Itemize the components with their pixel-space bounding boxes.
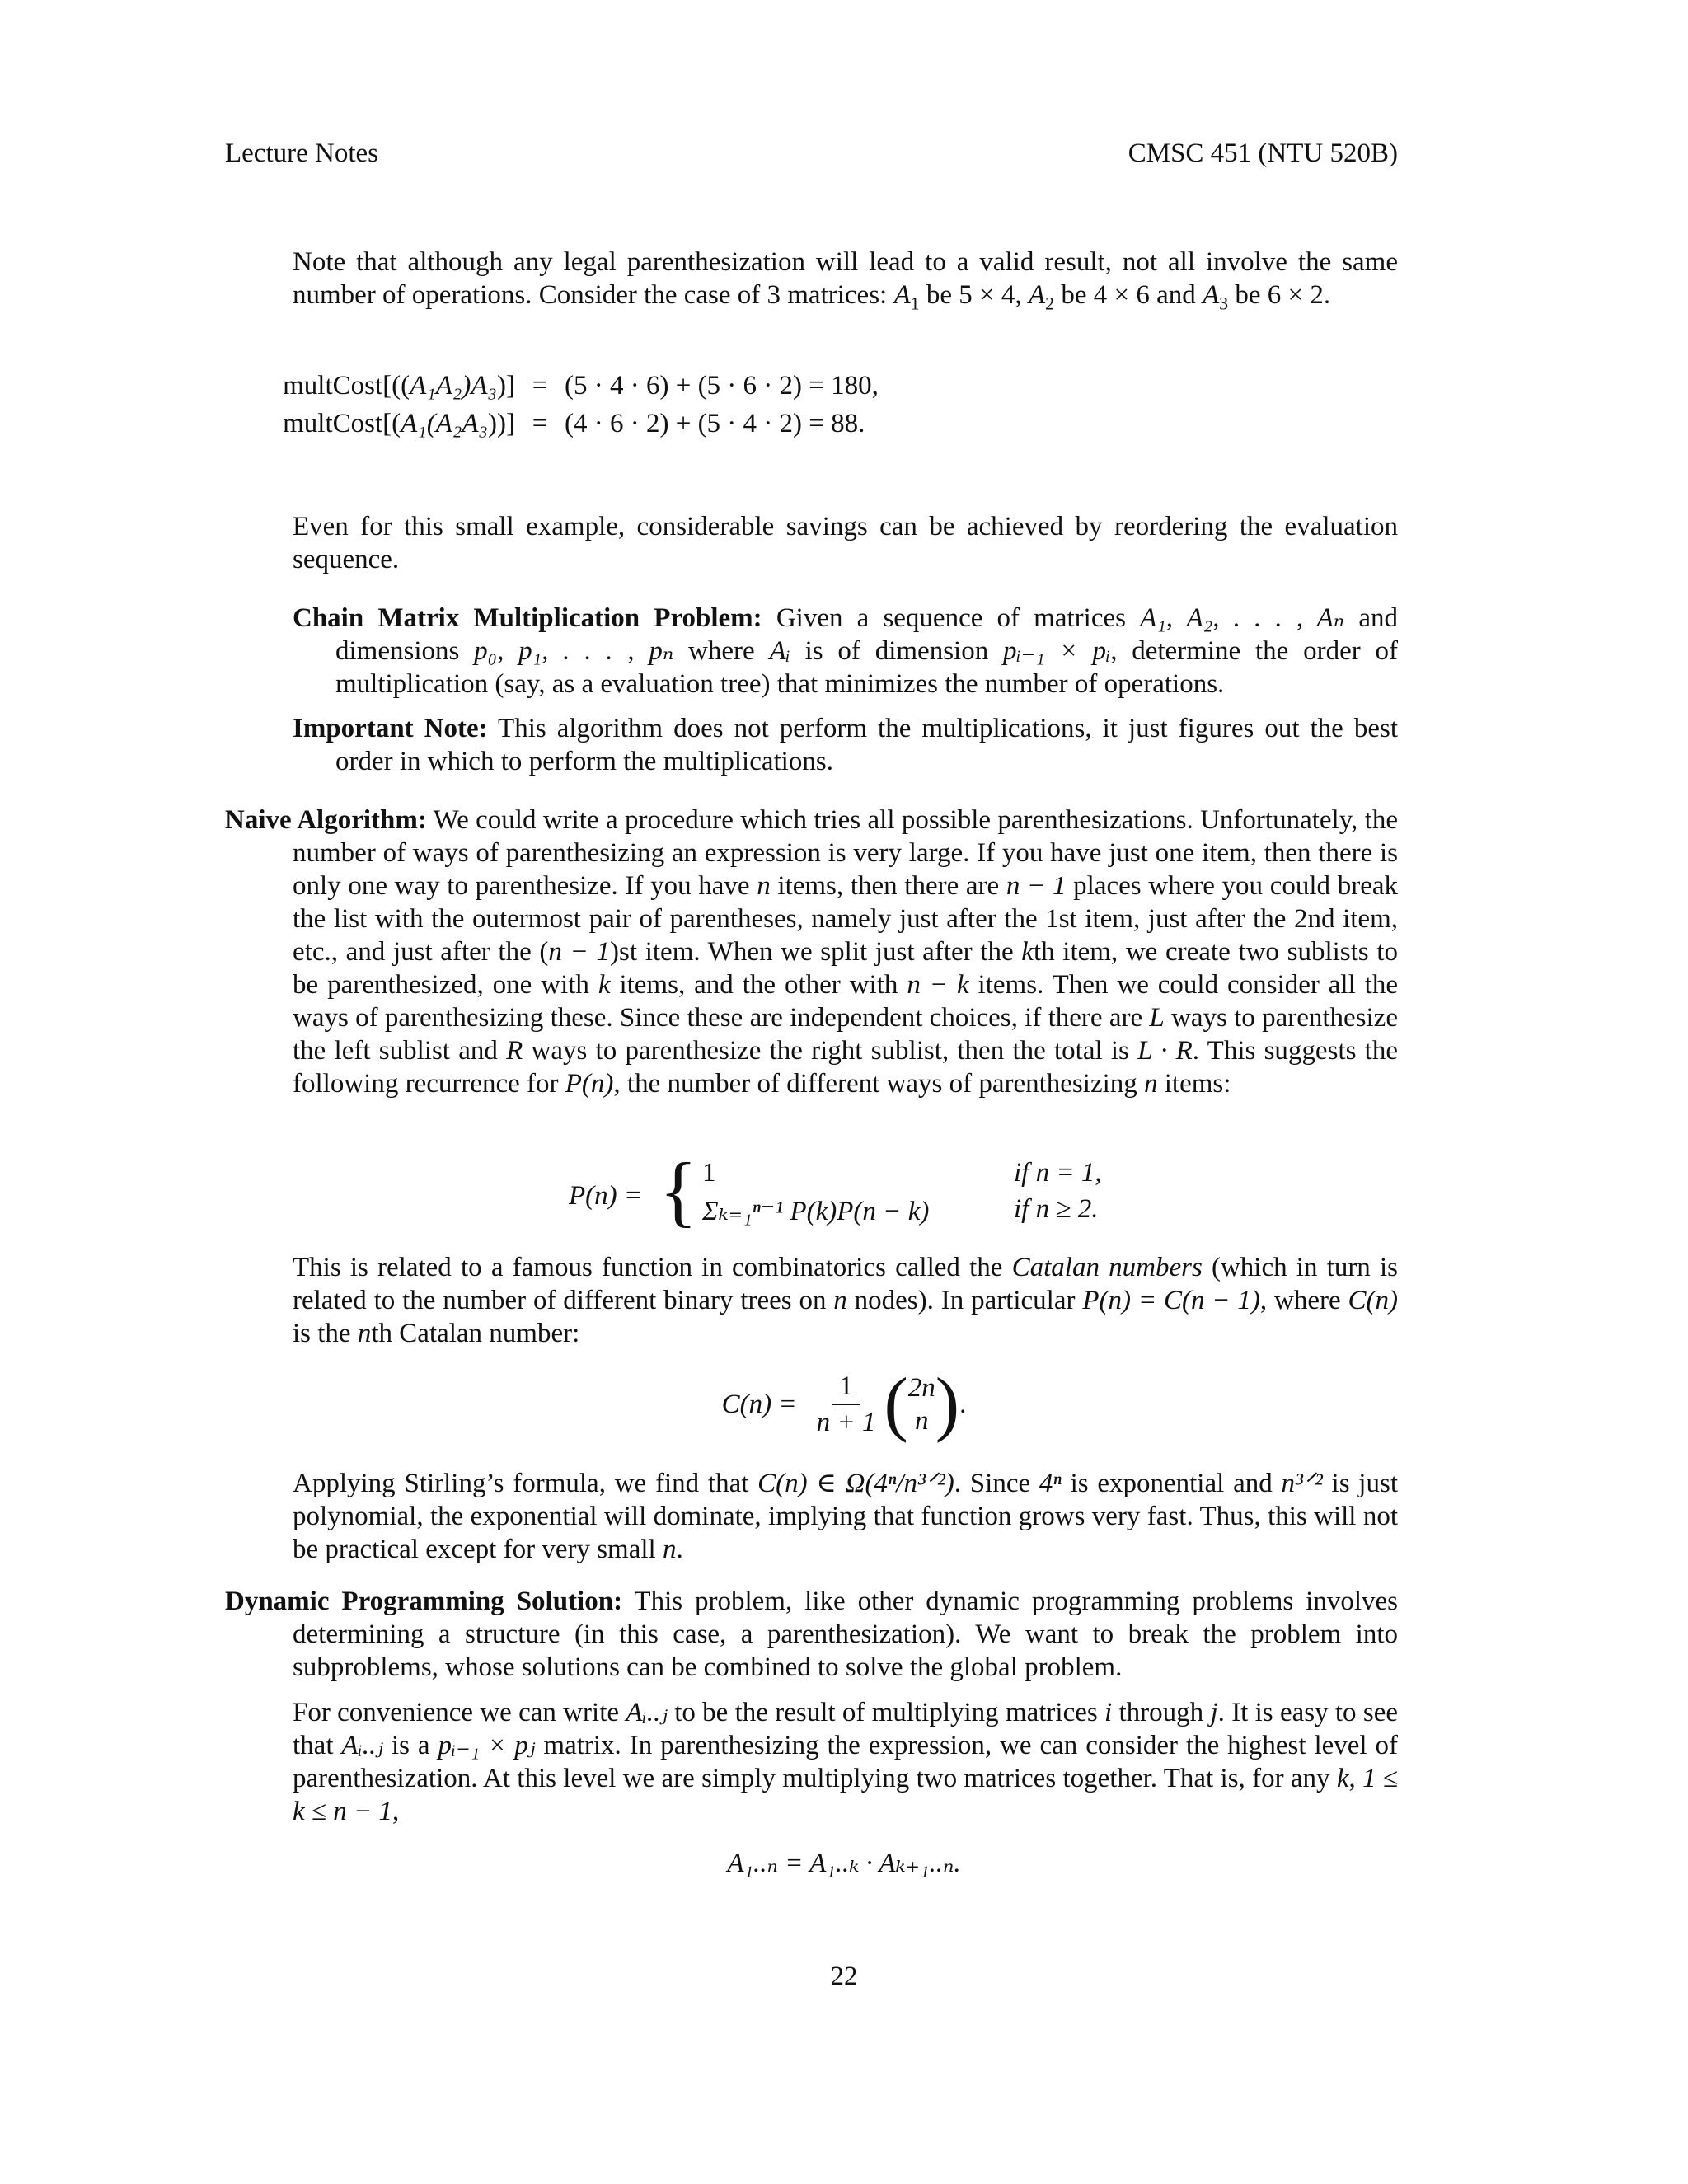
chain-problem-label: Chain Matrix Multiplication Problem:	[293, 603, 762, 633]
recurrence-case2-value: Σₖ₌₁ⁿ⁻¹ P(k)P(n − k)	[702, 1197, 930, 1226]
recurrence-case2-condition: if n ≥ 2.	[1014, 1194, 1099, 1224]
catalan-fraction-denominator: n + 1	[816, 1408, 876, 1437]
page-header	[225, 138, 1398, 169]
naive-algorithm-paragraph: Naive Algorithm: We could write a procedure which tries all possible parenthesizations. Unfortunately, the number of ways of parenthesizing an expression is very large. If you have just one item, then there is only one way to parenthesize. If you have n items, then there are n − 1 places where you could break the list with the outermost pair of parentheses, namely just after the 1st item, just after the 2nd item, etc., and just after the (n − 1)st item. When we split just after the kth item, we create two sublists to be parenthesized, one with k items, and the other with n − k items. Then we could consider all the ways of parenthesizing these. Since these are independent choices, if there are L ways to parenthesize the left sublist and R ways to parenthesize the right sublist, then the total is L · R. This suggests the following recurrence for P(n), the number of different ways of parenthesizing n items:	[225, 805, 1398, 1099]
recurrence-equation	[0, 1146, 1688, 1240]
savings-paragraph: Even for this small example, considerable savings can be achieved by reordering the evaluation sequence.	[293, 512, 1398, 574]
convenience-paragraph: For convenience we can write Aᵢ..ⱼ to be the result of multiplying matrices i through j. It is easy to see that Aᵢ..ⱼ is a pᵢ₋₁ × pⱼ matrix. In parenthesizing the expression, we can consider the highest level of parenthesization. At this level we are simply multiplying two matrices together. That is, for any k, 1 ≤ k ≤ n − 1,	[293, 1698, 1398, 1826]
catalan-formula-lhs: C(n) =	[721, 1389, 797, 1419]
stirling-paragraph: Applying Stirling’s formula, we find that C(n) ∈ Ω(4ⁿ/n³ᐟ²). Since 4ⁿ is exponential and n³ᐟ² is just polynomial, the exponential will dominate, implying that function grows very fast. Thus, this will not be practical except for very small n.	[293, 1469, 1398, 1564]
binomial-left-paren: (	[884, 1364, 908, 1444]
page-number: 22	[830, 1961, 858, 1991]
catalan-fraction-numerator: 1	[832, 1369, 860, 1405]
equation-row-1	[0, 371, 879, 401]
catalan-binomial	[884, 1364, 960, 1444]
intro-paragraph: Note that although any legal parenthesization will lead to a valid result, not all involve the same number of operations. Consider the case of 3 matrices: $A_1$ be 5 × 4, $A_2$ be 4 × 6 and $A_3$ be 6 × 2.	[293, 247, 1398, 314]
recurrence-case1-condition: if n = 1,	[1014, 1158, 1102, 1188]
binomial-right-paren: )	[935, 1364, 960, 1444]
naive-algorithm-label: Naive Algorithm:	[225, 805, 427, 835]
catalan-fraction	[812, 1369, 881, 1440]
equation-lhs-1: multCost[((A₁A₂)A₃)]	[283, 371, 515, 401]
important-note-label: Important Note:	[293, 714, 488, 743]
equation-rhs-1: (5 · 4 · 6) + (5 · 6 · 2) = 180,	[565, 371, 879, 401]
binomial-top: 2n	[907, 1373, 935, 1403]
catalan-paragraph: This is related to a famous function in combinatorics called the Catalan numbers (which in turn is related to the number of different binary trees on n nodes). In particular P(n) = C(n − 1), where C(n) is the nth Catalan number:	[293, 1253, 1398, 1348]
recurrence-brace: {	[659, 1146, 698, 1235]
recurrence-case1-value: 1	[702, 1158, 716, 1188]
dynamic-programming-label: Dynamic Programming Solution:	[225, 1586, 623, 1616]
catalan-formula-period: .	[959, 1389, 967, 1419]
catalan-numbers-emphasis: Catalan numbers	[1011, 1253, 1203, 1282]
recurrence-lhs: P(n) =	[569, 1181, 643, 1211]
important-note-paragraph: Important Note: This algorithm does not perform the multiplications, it just figures out the best order in which to perform the multiplications.	[293, 714, 1398, 776]
header-left: Lecture Notes	[225, 138, 378, 168]
equation-row-2	[0, 409, 865, 439]
equation-lhs-2: multCost[(A₁(A₂A₃))]	[283, 409, 515, 438]
equation-equals-1: =	[532, 371, 548, 401]
dynamic-programming-paragraph: Dynamic Programming Solution: This problem, like other dynamic programming problems involves determining a structure (in this case, a parenthesization). We want to break the problem into subproblems, whose solutions can be combined to solve the global problem.	[225, 1586, 1398, 1682]
equation-rhs-2: (4 · 6 · 2) + (5 · 4 · 2) = 88.	[565, 409, 865, 438]
catalan-formula	[0, 1364, 1688, 1444]
binomial-bottom: n	[915, 1406, 929, 1436]
equation-equals-2: =	[532, 409, 548, 438]
chain-problem-paragraph: Chain Matrix Multiplication Problem: Given a sequence of matrices A₁, A₂, . . . , Aₙ and dimensions p₀, p₁, . . . , pₙ where Aᵢ is of dimension pᵢ₋₁ × pᵢ, determine the order of multiplication (say, as a evaluation tree) that minimizes the number of operations.	[293, 603, 1398, 699]
final-equation: A₁..ₙ = A₁..ₖ · Aₖ₊₁..ₙ.	[727, 1849, 961, 1878]
header-right: CMSC 451 (NTU 520B)	[1128, 138, 1398, 168]
